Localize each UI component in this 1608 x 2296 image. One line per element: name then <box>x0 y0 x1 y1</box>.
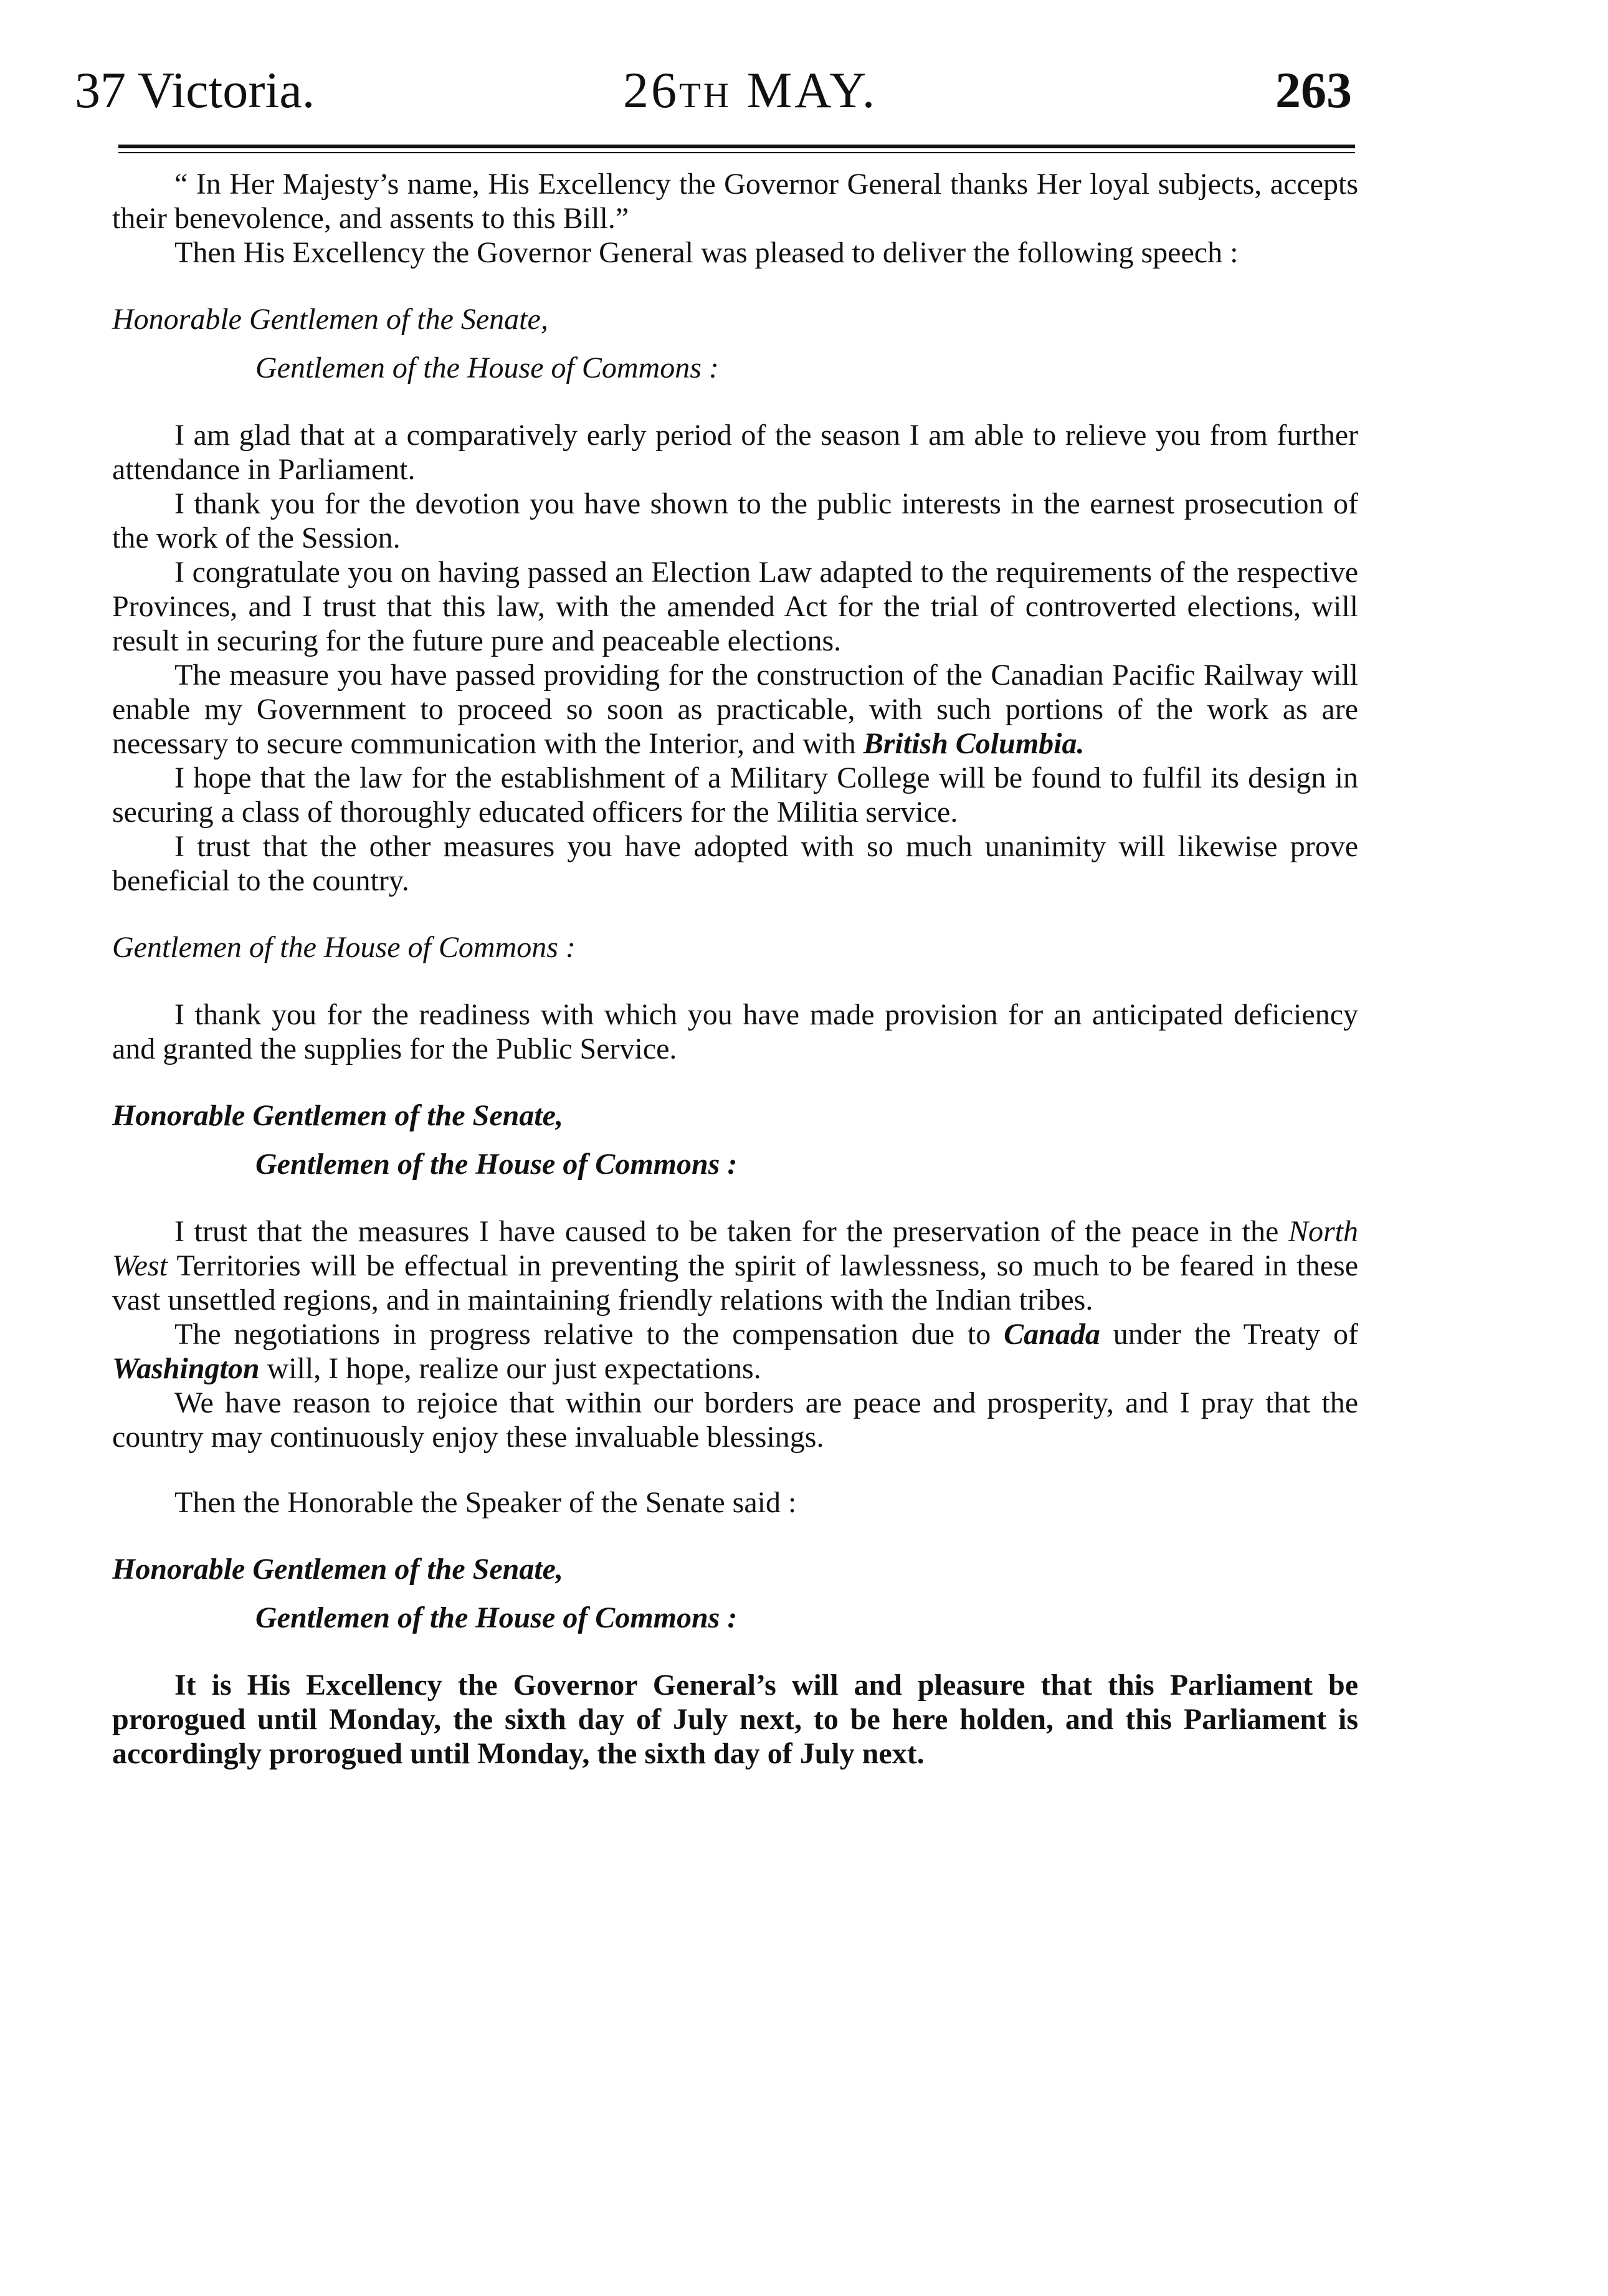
railway-text: The measure you have passed providing for the construction of the Canadian Pacific Railway will enable my Government to proceed so soon as practicable, with such portions of the work as are necessary to secure communication with the Interior, and with <box>112 659 1358 760</box>
salutation-commons-3: Gentlemen of the House of Commons : <box>255 1148 738 1181</box>
salutation-senate: Honorable Gentlemen of the Senate, <box>112 303 548 336</box>
body-text <box>112 167 1358 1771</box>
negotiations-text-c: will, I hope, realize our just expectations. <box>259 1352 761 1385</box>
paragraph-speech-intro: Then His Excellency the Governor General was pleased to deliver the following speech : <box>174 236 1239 269</box>
salutation-commons-4: Gentlemen of the House of Commons : <box>255 1601 738 1634</box>
paragraph-other-measures: I trust that the other measures you have adopted with so much unanimity will likewise prove beneficial to the country. <box>112 830 1358 897</box>
negotiations-canada: Canada <box>1004 1318 1100 1351</box>
paragraph-speaker: Then the Honorable the Speaker of the Senate said : <box>174 1486 797 1519</box>
paragraph-negotiations <box>112 1317 1358 1386</box>
header-rule-thick <box>118 145 1355 148</box>
salutation-commons-2: Gentlemen of the House of Commons : <box>112 931 576 964</box>
negotiations-washington: Washington <box>112 1352 260 1385</box>
railway-british-columbia: British Columbia. <box>863 727 1085 760</box>
header-rule-thin <box>118 152 1355 153</box>
north-west-text-a: I trust that the measures I have caused to be taken for the preservation of the peace in the <box>174 1215 1288 1248</box>
header-regnal-year: 37 Victoria. <box>75 62 315 118</box>
paragraph-supplies: I thank you for the readiness with which you have made provision for an anticipated deficiency and granted the supplies for the Public Service. <box>112 998 1358 1065</box>
header-date-text: 26th MAY. <box>623 62 878 118</box>
paragraph-devotion: I thank you for the devotion you have shown to the public interests in the earnest prosecution of the work of the Session. <box>112 487 1358 555</box>
negotiations-text-b: under the Treaty of <box>1100 1318 1359 1351</box>
paragraph-election-law: I congratulate you on having passed an Election Law adapted to the requirements of the respective Provinces, and I trust that this law, with the amended Act for the trial of controverted elections, will result in securing for the future pure and peaceable elections. <box>112 556 1358 657</box>
paragraph-military-college: I hope that the law for the establishment of a Military College will be found to fulfil its design in securing a class of thoroughly educated officers for the Militia service. <box>112 761 1358 829</box>
paragraph-north-west <box>112 1214 1358 1317</box>
salutation-commons: Gentlemen of the House of Commons : <box>255 351 719 384</box>
paragraph-relief: I am glad that at a comparatively early period of the season I am able to relieve you from further attendance in Parliament. <box>112 419 1358 486</box>
north-west-text-b: Territories will be effectual in preventing the spirit of lawlessness, so much to be feared in these vast unsettled regions, and in maintaining friendly relations with the Indian tribes. <box>112 1249 1358 1317</box>
salutation-senate-3: Honorable Gentlemen of the Senate, <box>112 1099 563 1132</box>
paragraph-railway <box>112 658 1358 761</box>
header-date <box>623 56 877 125</box>
negotiations-text-a: The negotiations in progress relative to the compensation due to <box>174 1318 1004 1351</box>
paragraph-prosperity: We have reason to rejoice that within our borders are peace and prosperity, and I pray that the country may continuously enjoy these invaluable blessings. <box>112 1386 1358 1454</box>
page-number: 263 <box>1275 62 1352 118</box>
paragraph-prorogation: It is His Excellency the Governor General’s will and pleasure that this Parliament be prorogued until Monday, the sixth day of July next, to be here holden, and this Parliament is accordingly prorogued until Monday, the sixth day of July next. <box>112 1669 1358 1770</box>
salutation-senate-4: Honorable Gentlemen of the Senate, <box>112 1553 563 1586</box>
north-west-name: North West <box>112 1215 1358 1282</box>
paragraph-royal-assent: “ In Her Majesty’s name, His Excellency the Governor General thanks Her loyal subjects, accepts their benevolence, and assents to this Bill.” <box>112 168 1358 235</box>
running-head <box>75 56 1352 131</box>
